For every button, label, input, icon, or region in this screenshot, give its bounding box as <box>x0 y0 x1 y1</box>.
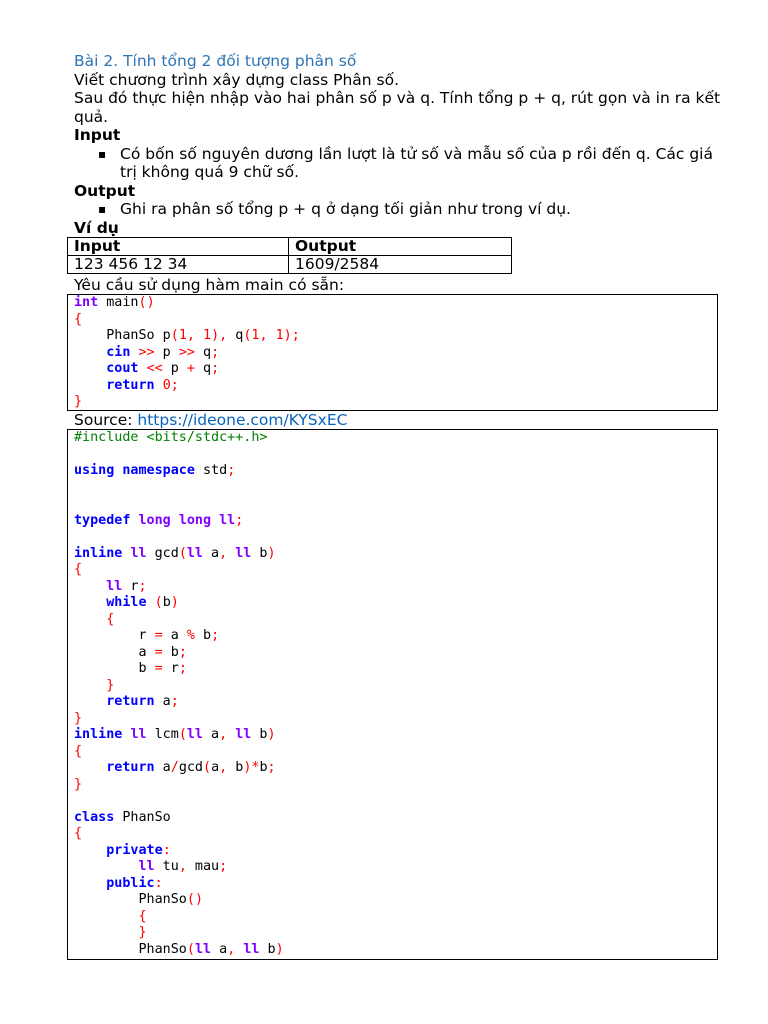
source-code-line: PhanSo(ll a, ll b) <box>74 941 284 957</box>
source-code-line: { <box>74 562 83 577</box>
source-code-line: inline ll lcm(ll a, ll b) <box>74 727 276 742</box>
source-code-line: } <box>106 677 115 693</box>
source-code-line: class PhanSo <box>74 809 171 825</box>
source-code-line: { <box>106 611 115 627</box>
source-code-line: } <box>74 776 83 792</box>
main-code-line: PhanSo p(1, 1), q(1, 1); <box>74 328 300 343</box>
example-input-value: 123 456 12 34 <box>68 256 289 274</box>
output-list <box>74 200 724 219</box>
source-code-line <box>74 480 717 497</box>
source-label: Source: <box>74 411 138 429</box>
source-code-line <box>74 496 717 513</box>
main-code-block <box>67 294 718 411</box>
source-code-block <box>67 429 718 960</box>
source-code-line: r = a % b; <box>74 628 220 643</box>
example-header-input: Input <box>68 238 289 256</box>
source-code-line: { <box>138 908 147 924</box>
input-heading: Input <box>74 126 121 144</box>
source-code-line: while (b) <box>106 595 179 610</box>
input-list <box>74 145 724 182</box>
source-code-line: public: <box>106 875 163 891</box>
source-code-line: #include <bits/stdc++.h> <box>74 430 268 445</box>
source-link[interactable]: https://ideone.com/KYSxEC <box>137 411 348 429</box>
source-code-line <box>74 529 717 546</box>
source-code-line: ll r; <box>106 578 147 594</box>
main-code-line: int main() <box>74 295 155 310</box>
main-code-line: { <box>74 311 83 327</box>
source-code-line: return a; <box>106 694 179 709</box>
example-table <box>67 237 512 274</box>
output-bullet: ▪ Ghi ra phân số tổng p + q ở dạng tối giản như trong ví dụ. <box>120 200 724 219</box>
main-code-line: cout << p + q; <box>106 361 220 376</box>
main-note: Yêu cầu sử dụng hàm main có sẵn: <box>74 276 345 294</box>
example-table-row <box>68 256 512 274</box>
main-code-line: return 0; <box>106 377 179 393</box>
intro-line-1: Viết chương trình xây dựng class Phân số. <box>74 70 400 89</box>
example-table-header <box>68 238 512 256</box>
intro-line-2: Sau đó thực hiện nhập vào hai phân số p và q. Tính tổng p + q, rút gọn và in ra kết quả. <box>74 89 721 126</box>
source-code-line: } <box>138 925 147 940</box>
problem-title: Bài 2. Tính tổng 2 đối tượng phân số <box>74 52 357 70</box>
source-code-line: PhanSo() <box>74 892 203 907</box>
input-bullet: ▪ Có bốn số nguyên dương lần lượt là tử số và mẫu số của p rồi đến q. Các giá trị không quá 9 chữ số. <box>120 145 724 182</box>
example-heading: Ví dụ <box>74 218 119 237</box>
problem-statement <box>74 52 724 237</box>
source-code-line: a = b; <box>74 644 187 660</box>
source-code-line <box>74 793 717 810</box>
source-code-line <box>74 447 717 464</box>
source-code-line: } <box>74 710 83 726</box>
source-code-line: private: <box>106 842 171 858</box>
source-code-line: inline ll gcd(ll a, ll b) <box>74 545 276 561</box>
example-output-value: 1609/2584 <box>289 256 512 274</box>
source-code-line: ll tu, mau; <box>138 859 228 874</box>
source-code-line: return a/gcd(a, b)*b; <box>106 760 276 775</box>
main-code-line: } <box>74 394 83 409</box>
source-code-line: typedef long long ll; <box>74 512 244 528</box>
main-code-line: cin >> p >> q; <box>106 344 220 360</box>
source-line <box>74 411 347 429</box>
source-code-line: { <box>74 743 83 759</box>
source-code-line: using namespace std; <box>74 463 236 478</box>
output-heading: Output <box>74 181 136 200</box>
source-code-line: b = r; <box>74 661 187 676</box>
example-header-output: Output <box>289 238 512 256</box>
source-code-line: { <box>74 826 83 841</box>
